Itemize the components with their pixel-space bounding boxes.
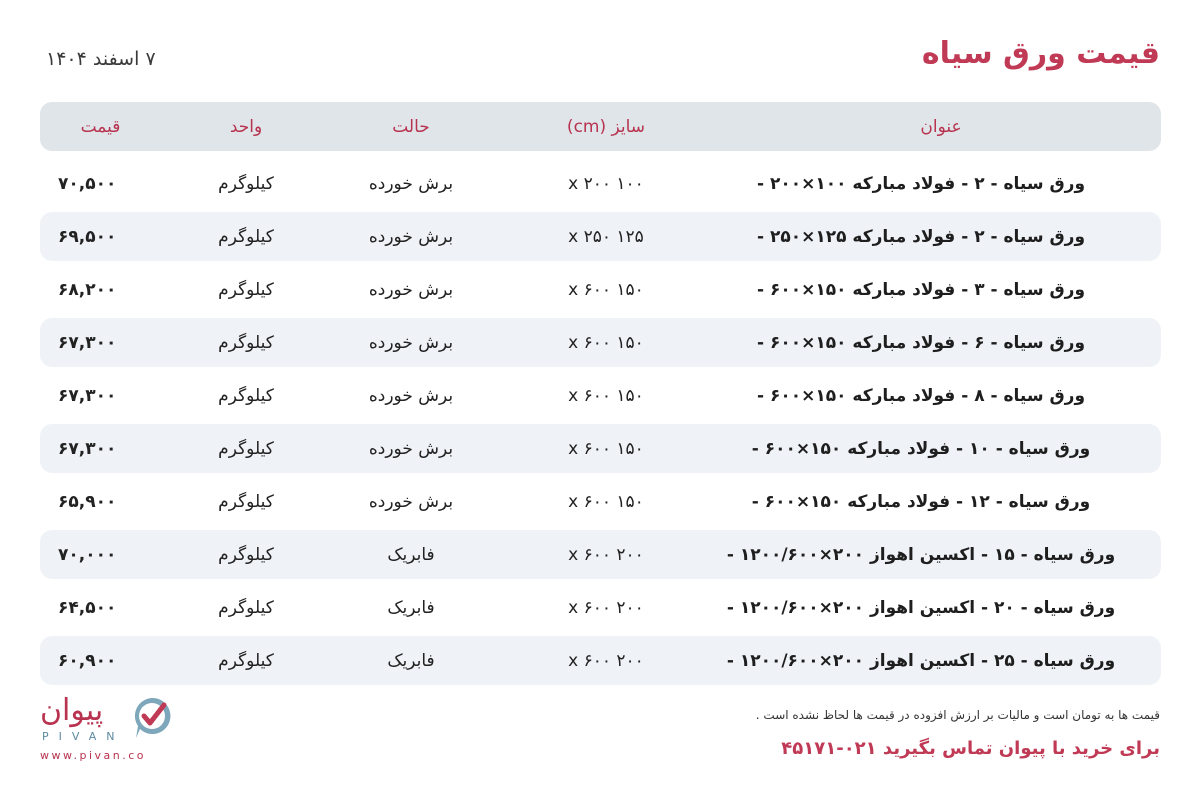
- product-size: ۱۵۰ x ۶۰۰: [568, 279, 644, 300]
- table-row: [40, 636, 1161, 685]
- product-size: ۱۲۵ x ۲۵۰: [568, 226, 644, 247]
- logo-name-fa: پیوان: [40, 693, 104, 728]
- page-date: ۷ اسفند ۱۴۰۴: [46, 48, 156, 70]
- product-state: برش خورده: [368, 491, 454, 512]
- product-unit: کیلوگرم: [218, 173, 274, 194]
- table-row: [40, 477, 1161, 526]
- product-state: برش خورده: [368, 279, 454, 300]
- product-size: ۱۵۰ x ۶۰۰: [568, 438, 644, 459]
- product-unit: کیلوگرم: [218, 597, 274, 618]
- column-header-price: قیمت: [80, 116, 121, 137]
- table-row: [40, 159, 1161, 208]
- product-state: برش خورده: [368, 332, 454, 353]
- product-price: ۶۴,۵۰۰: [58, 597, 117, 618]
- table-header: [40, 102, 1161, 151]
- product-price: ۷۰,۰۰۰: [58, 544, 117, 565]
- product-unit: کیلوگرم: [218, 385, 274, 406]
- column-header-title: عنوان: [920, 116, 962, 137]
- contact-line: برای خرید با پیوان تماس بگیرید ۰۲۱-۴۵۱۷۱: [781, 738, 1160, 759]
- product-state: برش خورده: [368, 173, 454, 194]
- product-unit: کیلوگرم: [218, 279, 274, 300]
- product-unit: کیلوگرم: [218, 226, 274, 247]
- product-unit: کیلوگرم: [218, 332, 274, 353]
- table-row: [40, 212, 1161, 261]
- product-title: ورق سیاه - ۲۵ - اکسین اهواز ۲۰۰×۱۲۰۰/۶۰۰ -: [726, 650, 1116, 671]
- logo-url: www.pivan.co: [40, 749, 147, 762]
- price-table: [40, 102, 1161, 685]
- pivan-logo: [38, 694, 173, 766]
- product-size: ۱۵۰ x ۶۰۰: [568, 385, 644, 406]
- product-price: ۶۰,۹۰۰: [58, 650, 117, 671]
- product-state: برش خورده: [368, 438, 454, 459]
- product-title: ورق سیاه - ۸ - فولاد مبارکه ۱۵۰×۶۰۰ -: [756, 385, 1086, 406]
- product-unit: کیلوگرم: [218, 491, 274, 512]
- product-title: ورق سیاه - ۱۰ - فولاد مبارکه ۱۵۰×۶۰۰ -: [751, 438, 1091, 459]
- page-title: قیمت ورق سیاه: [921, 36, 1160, 71]
- tax-note: قیمت ها به تومان است و مالیات بر ارزش افزوده در قیمت ها لحاظ نشده است .: [755, 708, 1160, 722]
- table-row: [40, 371, 1161, 420]
- table-row: [40, 583, 1161, 632]
- product-size: ۲۰۰ x ۶۰۰: [568, 650, 644, 671]
- product-title: ورق سیاه - ۲۰ - اکسین اهواز ۲۰۰×۱۲۰۰/۶۰۰ -: [726, 597, 1116, 618]
- product-title: ورق سیاه - ۶ - فولاد مبارکه ۱۵۰×۶۰۰ -: [756, 332, 1086, 353]
- product-price: ۶۵,۹۰۰: [58, 491, 117, 512]
- product-size: ۲۰۰ x ۶۰۰: [568, 597, 644, 618]
- product-title: ورق سیاه - ۱۲ - فولاد مبارکه ۱۵۰×۶۰۰ -: [751, 491, 1091, 512]
- product-price: ۶۸,۲۰۰: [58, 279, 117, 300]
- checkmark-pin-icon: [132, 696, 172, 740]
- product-title: ورق سیاه - ۳ - فولاد مبارکه ۱۵۰×۶۰۰ -: [756, 279, 1086, 300]
- product-size: ۲۰۰ x ۶۰۰: [568, 544, 644, 565]
- product-price: ۶۷,۳۰۰: [58, 385, 117, 406]
- product-price: ۶۷,۳۰۰: [58, 332, 117, 353]
- product-unit: کیلوگرم: [218, 650, 274, 671]
- product-state: برش خورده: [368, 226, 454, 247]
- product-size: ۱۰۰ x ۲۰۰: [568, 173, 644, 194]
- table-row: [40, 265, 1161, 314]
- product-unit: کیلوگرم: [218, 438, 274, 459]
- product-state: برش خورده: [368, 385, 454, 406]
- product-price: ۶۷,۳۰۰: [58, 438, 117, 459]
- product-state: فابریک: [387, 597, 435, 618]
- table-row: [40, 530, 1161, 579]
- product-title: ورق سیاه - ۲ - فولاد مبارکه ۱۲۵×۲۵۰ -: [756, 226, 1086, 247]
- product-price: ۶۹,۵۰۰: [58, 226, 117, 247]
- column-header-size: سایز (cm): [566, 116, 646, 137]
- column-header-unit: واحد: [229, 116, 263, 137]
- product-title: ورق سیاه - ۲ - فولاد مبارکه ۱۰۰×۲۰۰ -: [756, 173, 1086, 194]
- product-title: ورق سیاه - ۱۵ - اکسین اهواز ۲۰۰×۱۲۰۰/۶۰۰ -: [726, 544, 1116, 565]
- table-row: [40, 318, 1161, 367]
- logo-name-en: PIVAN: [42, 730, 125, 743]
- product-size: ۱۵۰ x ۶۰۰: [568, 491, 644, 512]
- product-size: ۱۵۰ x ۶۰۰: [568, 332, 644, 353]
- product-price: ۷۰,۵۰۰: [58, 173, 117, 194]
- product-state: فابریک: [387, 544, 435, 565]
- product-state: فابریک: [387, 650, 435, 671]
- product-unit: کیلوگرم: [218, 544, 274, 565]
- table-row: [40, 424, 1161, 473]
- column-header-state: حالت: [392, 116, 430, 137]
